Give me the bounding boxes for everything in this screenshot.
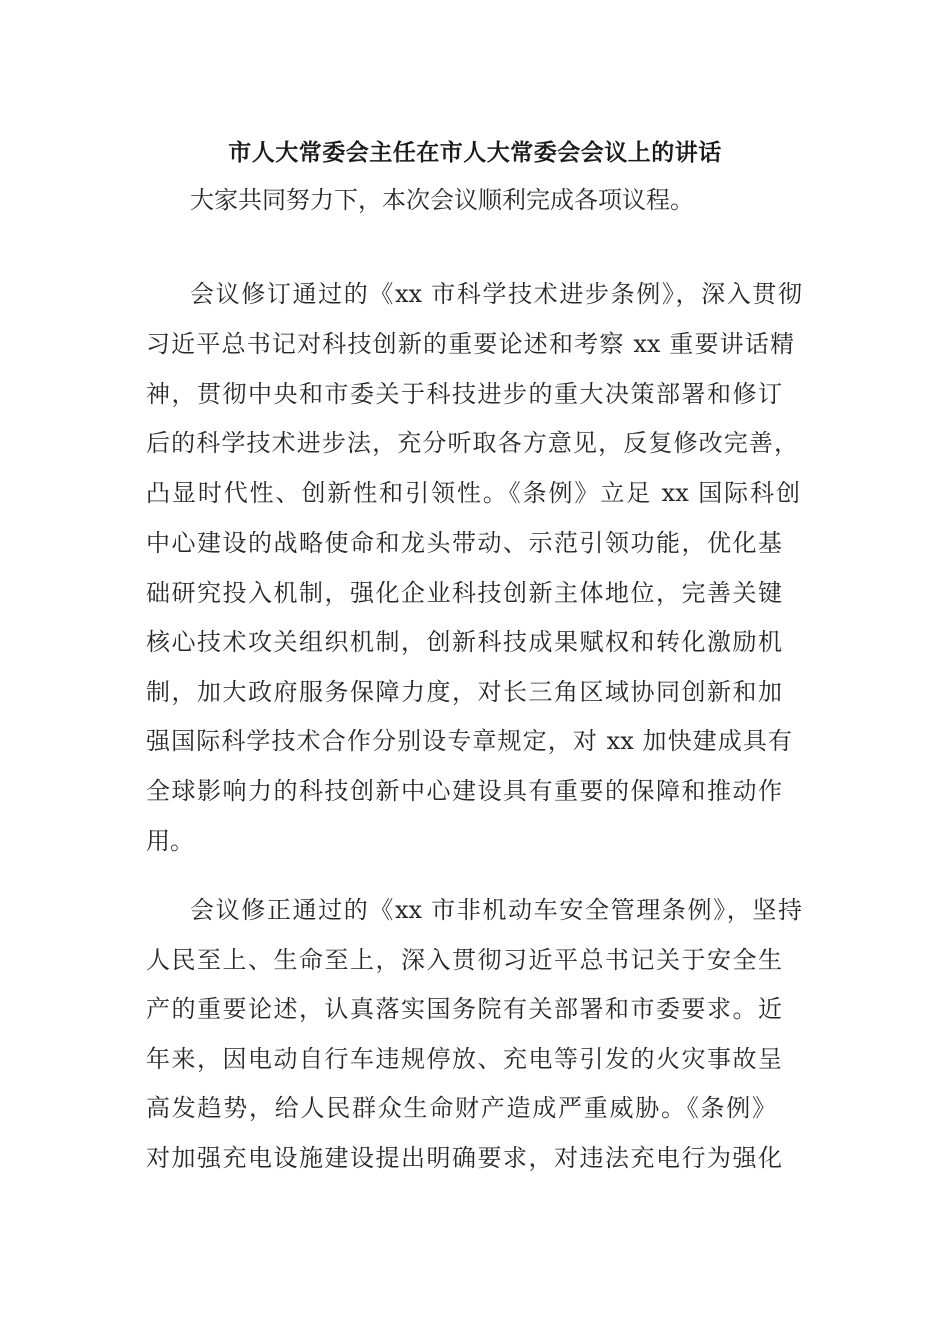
paragraph-3-line-5: 高发趋势，给人民群众生命财产造成严重威胁。《条例》 (146, 1094, 776, 1122)
paragraph-2-line-12: 用。 (146, 827, 194, 855)
paragraph-2-line-8: 核心技术攻关组织机制，创新科技成果赋权和转化激励机 (146, 628, 782, 656)
paragraph-2-line-2: 习近平总书记对科技创新的重要论述和考察 xx 重要讲话精 (146, 330, 794, 358)
paragraph-3-line-1: 会议修正通过的《xx 市非机动车安全管理条例》，坚持 (190, 896, 802, 924)
paragraph-2-line-7: 础研究投入机制，强化企业科技创新主体地位，完善关键 (146, 579, 782, 607)
document-title: 市人大常委会主任在市人大常委会会议上的讲话 (228, 140, 722, 166)
paragraph-3-line-2: 人民至上、生命至上，深入贯彻习近平总书记关于安全生 (146, 946, 782, 974)
paragraph-2-line-11: 全球影响力的科技创新中心建设具有重要的保障和推动作 (146, 777, 782, 805)
paragraph-3-line-4: 年来，因电动自行车违规停放、充电等引发的火灾事故呈 (146, 1045, 782, 1073)
paragraph-1-line-1: 大家共同努力下，本次会议顺利完成各项议程。 (190, 186, 694, 214)
paragraph-2-line-4: 后的科学技术进步法，充分听取各方意见，反复修改完善， (146, 429, 798, 457)
paragraph-2-line-10: 强国际科学技术合作分别设专章规定，对 xx 加快建成具有 (146, 727, 792, 755)
paragraph-3-line-3: 产的重要论述，认真落实国务院有关部署和市委要求。近 (146, 995, 782, 1023)
paragraph-2-line-6: 中心建设的战略使命和龙头带动、示范引领功能，优化基 (146, 529, 782, 557)
paragraph-2-line-9: 制，加大政府服务保障力度，对长三角区域协同创新和加 (146, 678, 782, 706)
paragraph-2-line-1: 会议修订通过的《xx 市科学技术进步条例》，深入贯彻 (190, 280, 802, 308)
paragraph-2-line-5: 凸显时代性、创新性和引领性。《条例》立足 xx 国际科创 (146, 479, 800, 507)
paragraph-3-line-6: 对加强充电设施建设提出明确要求，对违法充电行为强化 (146, 1144, 782, 1172)
paragraph-2-line-3: 神，贯彻中央和市委关于科技进步的重大决策部署和修订 (146, 380, 782, 408)
